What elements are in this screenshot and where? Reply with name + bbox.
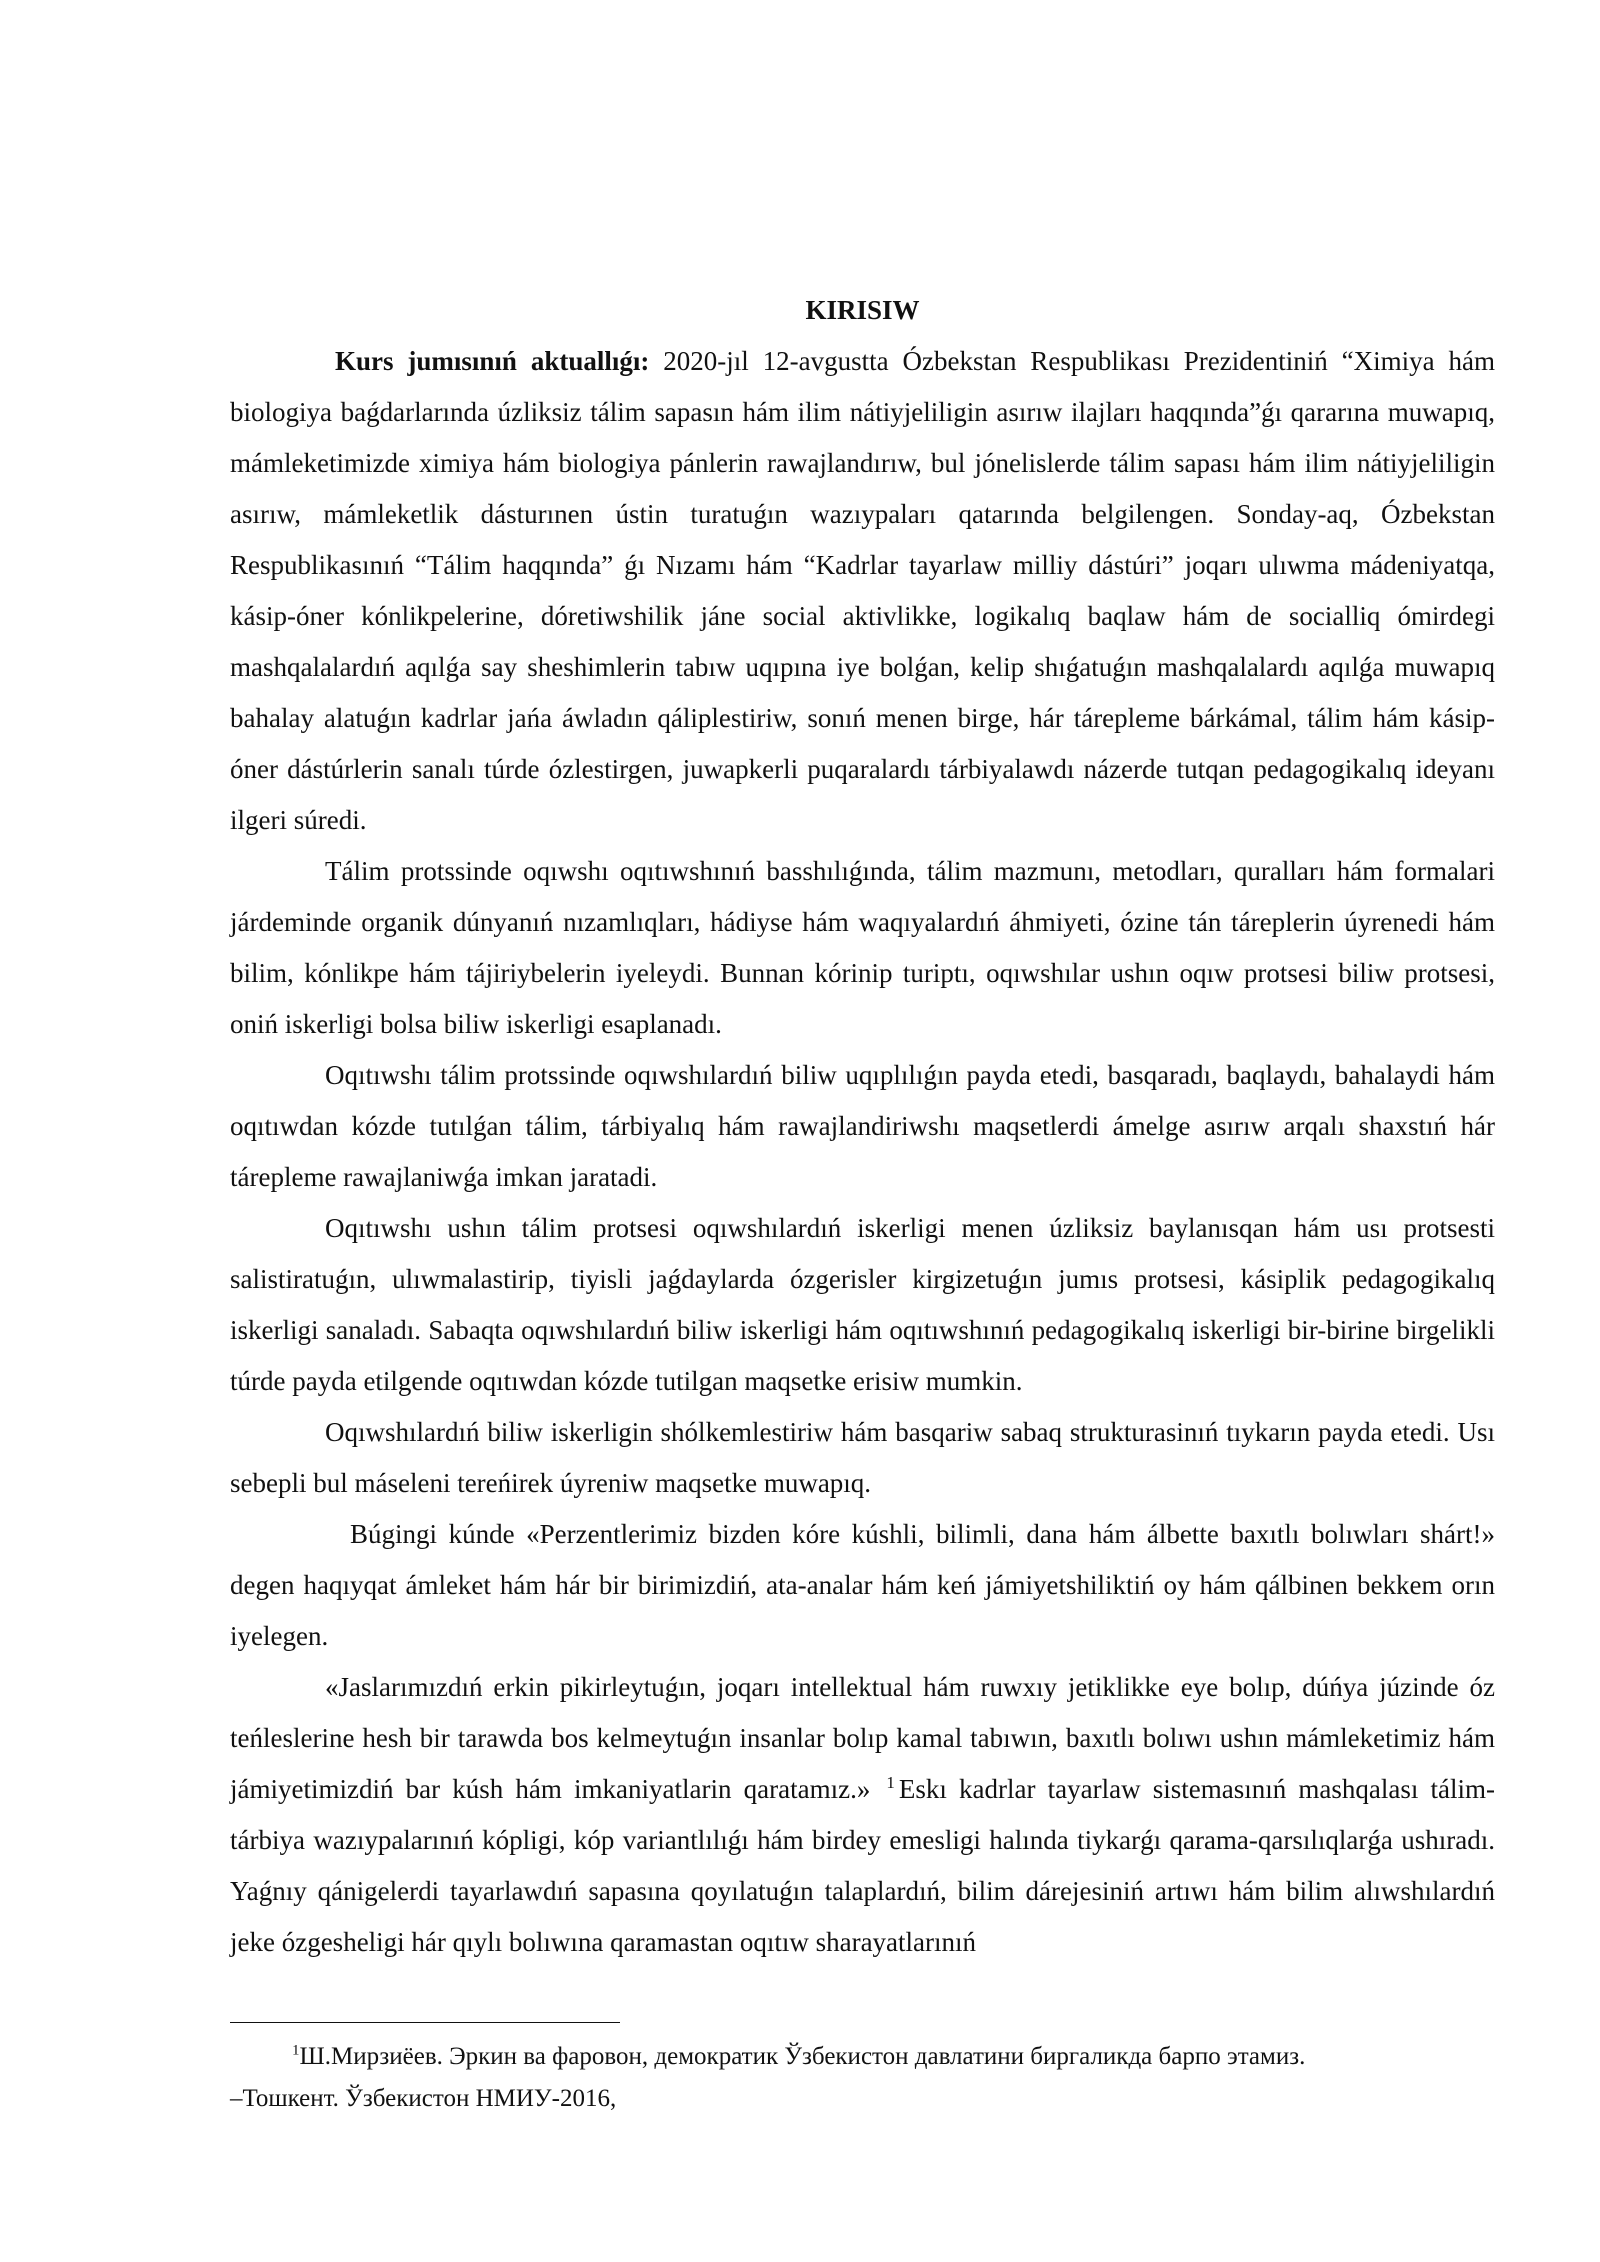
paragraph-7-text: «Jaslarımızdıń erkin pikirleytuǵın, joqarı intellektual hám ruwxıy jetiklikke eye bolıp, dúńya júzinde óz teńleslerine hesh bir tarawda bos kelmeytuǵın insanlar bolıp kamal tabıwın, baxıtlı bolıwı ushın mámleketimiz hám jámiyetimizdiń bar kúsh hám imkaniyatlarin qaratamız.» xyxy=(230,1672,1495,1804)
paragraph-7 xyxy=(230,1662,1495,1968)
paragraph-7-continuation: Eskı kadrlar tayarlaw sistemasınıń mashqalası tálim-tárbiya wazıypalarınıń kópligi, kóp variantlılıǵı hám birdey emesligi halında tiykarǵı qarama-qarsılıqlarǵa ushıradı. Yaǵnıy qánigelerdi tayarlawdıń sapasına qoyılatuǵın talaplardıń, bilim dárejesiniń artıwı hám bilim alıwshılardıń jeke ózgesheligi hár qıylı bolıwına qaramastan oqıtıw sharayatlarınıń xyxy=(230,1774,1495,1957)
footnote-line-1 xyxy=(230,2036,1495,2078)
footnote-reference[interactable]: 1 xyxy=(886,1773,895,1792)
paragraph-1 xyxy=(230,336,1495,846)
footnote-line-2: –Тошкент. Ўзбекистон НМИУ-2016, xyxy=(230,2085,617,2112)
paragraph-1-text: 2020-jıl 12-avgustta Ózbekstan Respublikası Prezidentiniń “Ximiya hám biologiya baǵdarlarında úzliksiz tálim sapasın hám ilim nátiyjeliligin asırıw ilajları haqqında”ǵı qararına muwapıq, mámleketimizde ximiya hám biologiya pánlerin rawajlandırıw, bul jónelislerde tálim sapası hám ilim nátiyjeliligin asırıw, mámleketlik dásturınen ústin turatuǵın wazıypaları qatarında belgilengen. Sonday-aq, Ózbekstan Respublikasınıń “Tálim haqqında” ǵı Nızamı hám “Kadrlar tayarlaw milliy dástúri” joqarı ulıwma mádeniyatqa, kásip-óner kónlikpelerine, dóretiwshilik jáne social aktivlikke, logikalıq baqlaw hám de socialliq ómirdegi mashqalalardıń aqılǵa say sheshimlerin tabıw uqıpına iye bolǵan, kelip shıǵatuǵın mashqalalardı aqılǵa muwapıq bahalay alatuǵın kadrlar jańa áwladın qáliplestiriw, sonıń menen birge, hár tárepleme bárkámal, tálim hám kásip-óner dástúrlerin sanalı túrde ózlestirgen, juwapkerli puqaralardı tárbiyalawdı názerde tutqan pedagogikalıq ideyanı ilgeri súredi. xyxy=(230,346,1495,835)
document-title: KIRISIW xyxy=(805,295,920,325)
footnote-separator xyxy=(230,2022,620,2023)
document-body xyxy=(230,290,1495,1968)
footnote-text-1: Ш.Мирзиёев. Эркин ва фаровон, демократик Ўзбекистон давлатини биргаликда барпо этамиз. xyxy=(299,2043,1306,2070)
paragraph-6: Búgingi kúnde «Perzentlerimiz bizden kóre kúshli, bilimli, dana hám álbette baxıtlı bolıwları shárt!» degen haqıyqat ámleket hám hár bir birimizdiń, ata-analar hám keń jámiyetshiliktiń oy hám qálbinen bekkem orın iyelegen. xyxy=(230,1519,1495,1651)
paragraph-2: Tálim protssinde oqıwshı oqıtıwshınıń basshılıǵında, tálim mazmunı, metodları, quralları hám formalari járdeminde organik dúnyanıń nızamlıqları, hádiyse hám waqıyalardıń áhmiyeti, ózine tán táreplerin úyrenedi hám bilim, kónlikpe hám tájiriybelerin iyeleydi. Bunnan kórinip turiptı, oqıwshılar ushın oqıw protsesi biliw protsesi, oniń iskerligi bolsa biliw iskerligi esaplanadı. xyxy=(230,856,1495,1039)
paragraph-3: Oqıtıwshı tálim protssinde oqıwshılardıń biliw uqıplılıǵın payda etedi, basqaradı, baqlaydı, bahalaydi hám oqıtıwdan kózde tutılǵan tálim, tárbiyalıq hám rawajlandiriwshı maqsetlerdi ámelge asırıw arqalı shaxstıń hár tárepleme rawajlaniwǵa imkan jaratadi. xyxy=(230,1060,1495,1192)
paragraph-4: Oqıtıwshı ushın tálim protsesi oqıwshılardıń iskerligi menen úzliksiz baylanısqan hám usı protsesti salistiratuǵın, ulıwmalastirip, tiyisli jaǵdaylarda ózgerisler kirgizetuǵın jumıs protsesi, kásiplik pedagogikalıq iskerligi sanaladı. Sabaqta oqıwshılardıń biliw iskerligi hám oqıtıwshınıń pedagogikalıq iskerligi bir-birine birgelikli túrde payda etilgende oqıtıwdan kózde tutilgan maqsetke erisiw mumkin. xyxy=(230,1213,1495,1396)
footnote xyxy=(230,2036,1495,2120)
intro-label: Kurs jumısınıń aktuallıǵı: xyxy=(335,346,650,376)
footnote-number: 1 xyxy=(292,2042,300,2059)
paragraph-5: Oqıwshılardıń biliw iskerligin shólkemlestiriw hám basqariw sabaq strukturasinıń tıykarın payda etedi. Usı sebepli bul máseleni tereńirek úyreniw maqsetke muwapıq. xyxy=(230,1417,1495,1498)
